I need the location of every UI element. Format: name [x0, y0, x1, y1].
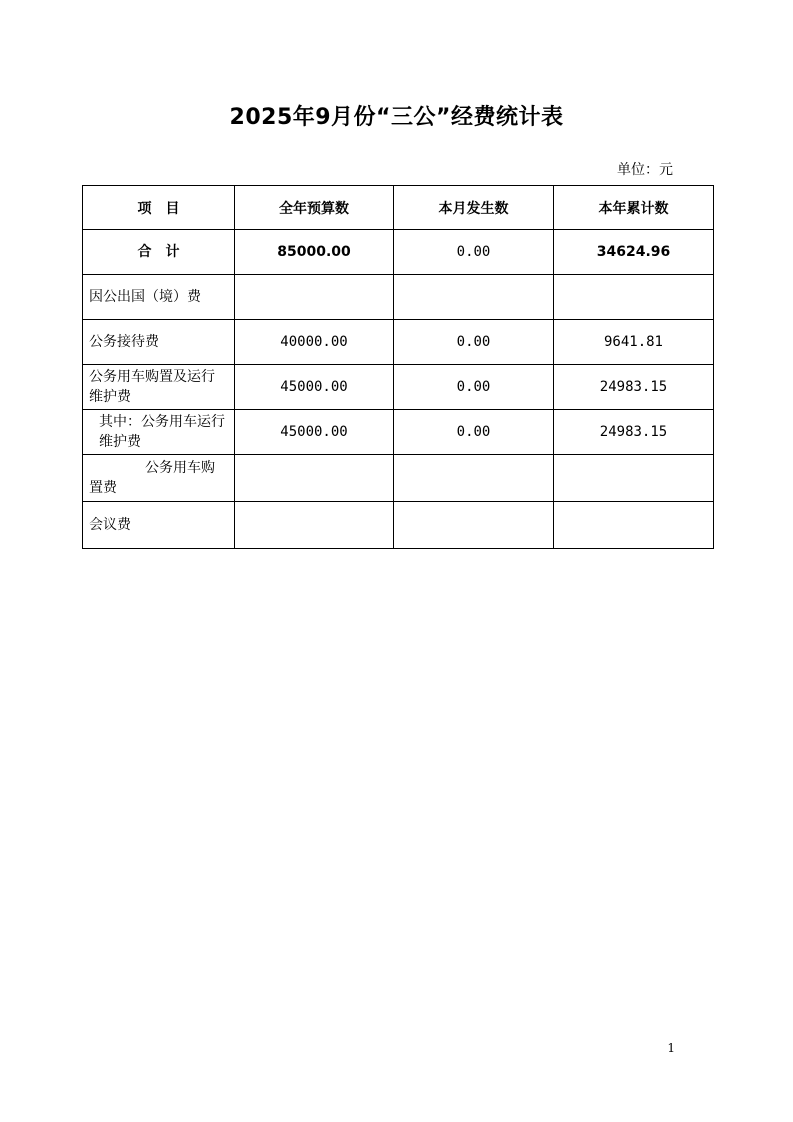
row-budget-value: 45000.00: [235, 410, 394, 455]
row-month-value: 0.00: [394, 410, 554, 455]
header-annual-budget: 全年预算数: [235, 186, 394, 230]
expense-table: [82, 185, 714, 549]
row-ytd-value: [554, 275, 714, 320]
row-month-value: [394, 455, 554, 502]
table-row: [83, 455, 714, 502]
table-row: [83, 275, 714, 320]
row-budget-value: [235, 455, 394, 502]
row-budget-value: [235, 502, 394, 549]
table-row: [83, 320, 714, 365]
row-month-value: 0.00: [394, 320, 554, 365]
table-row-total: [83, 230, 714, 275]
row-item-label: 公务接待费: [83, 320, 235, 365]
header-month-amount: 本月发生数: [394, 186, 554, 230]
unit-label: 单位：元: [617, 162, 673, 178]
row-ytd-value: 24983.15: [554, 365, 714, 410]
row-month-value: 0.00: [394, 230, 554, 275]
row-ytd-value: 34624.96: [554, 230, 714, 275]
page-title: 2025年9月份“三公”经费统计表: [229, 105, 564, 130]
row-ytd-value: [554, 455, 714, 502]
row-item-label: 因公出国（境）费: [83, 275, 235, 320]
header-item: 项 目: [83, 186, 235, 230]
row-item-label: 公务用车购置及运行维护费: [83, 365, 235, 410]
page-number-text: 1: [667, 1041, 675, 1055]
row-item-label: 会议费: [83, 502, 235, 549]
row-month-value: [394, 502, 554, 549]
table-row: [83, 502, 714, 549]
row-budget-value: 85000.00: [235, 230, 394, 275]
row-budget-value: 45000.00: [235, 365, 394, 410]
row-ytd-value: 9641.81: [554, 320, 714, 365]
row-ytd-value: [554, 502, 714, 549]
row-item-label: 公务用车购置费: [83, 455, 235, 502]
header-ytd-amount: 本年累计数: [554, 186, 714, 230]
row-ytd-value: 24983.15: [554, 410, 714, 455]
row-item-label: 合 计: [83, 230, 235, 275]
row-budget-value: 40000.00: [235, 320, 394, 365]
table-header-row: [83, 186, 714, 230]
table-row: [83, 365, 714, 410]
row-budget-value: [235, 275, 394, 320]
table-row: [83, 410, 714, 455]
row-month-value: [394, 275, 554, 320]
row-item-label: 其中：公务用车运行维护费: [83, 410, 235, 455]
row-month-value: 0.00: [394, 365, 554, 410]
